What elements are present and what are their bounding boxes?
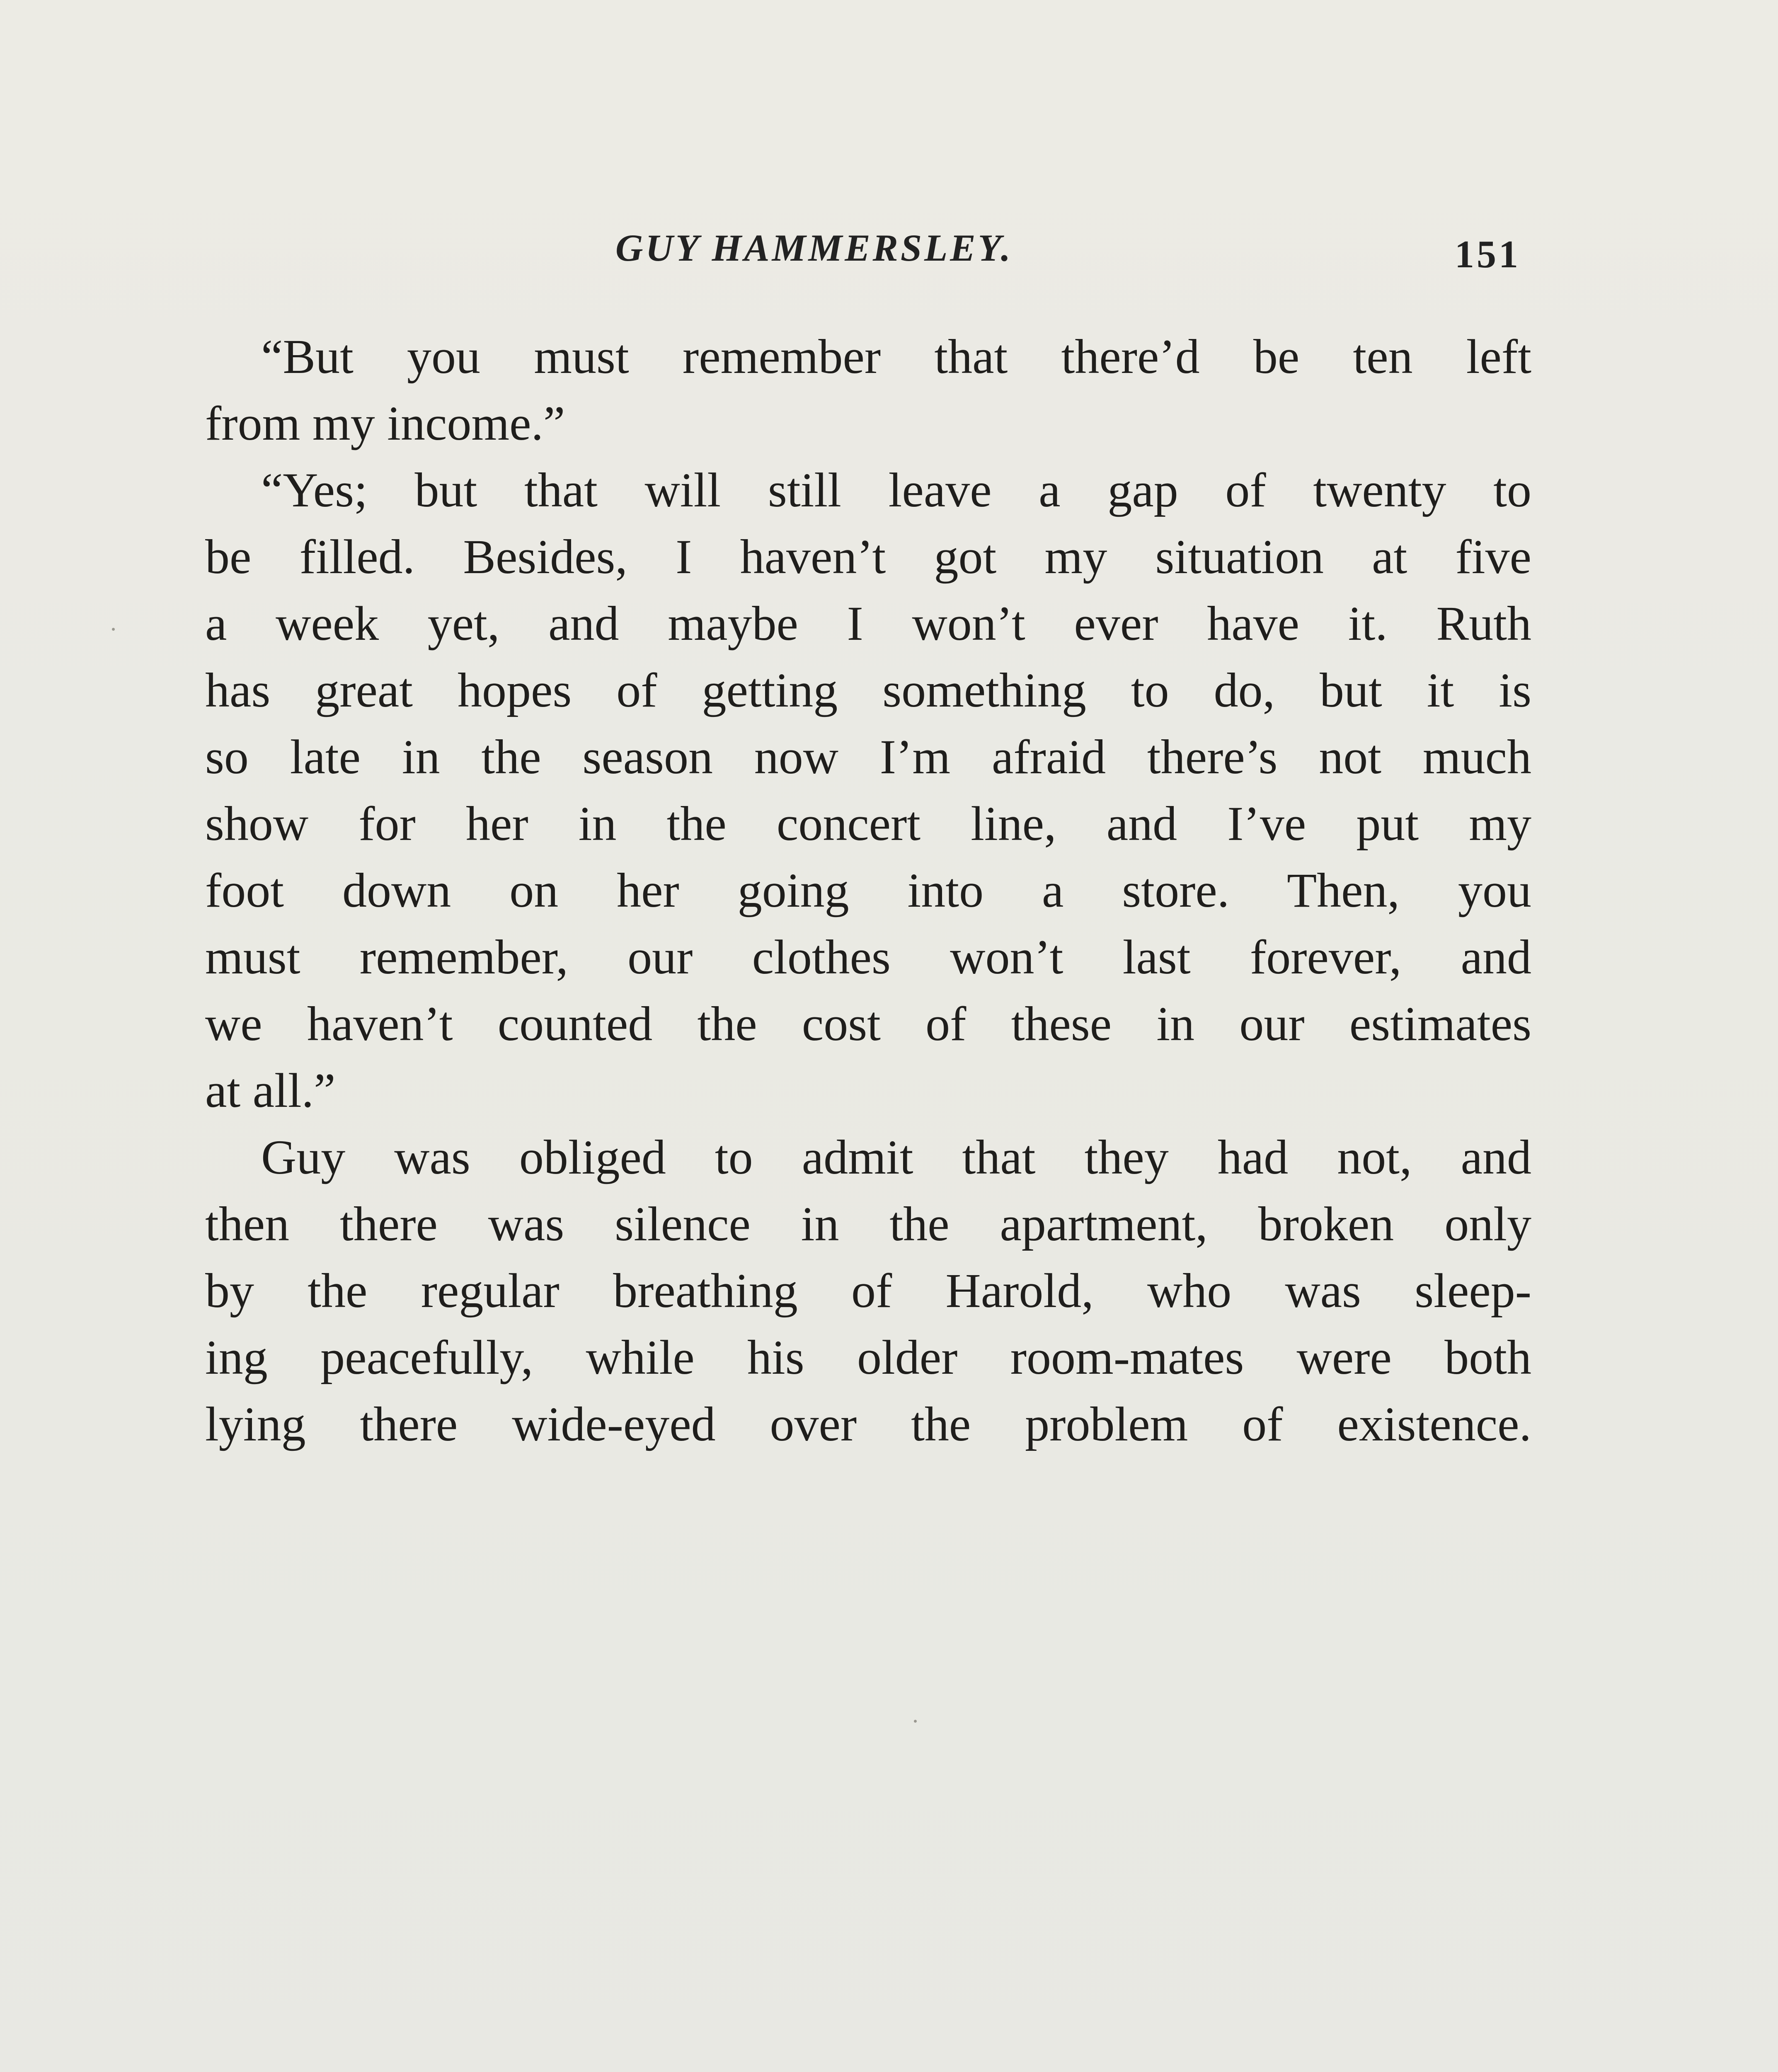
text-line: from my income.”: [205, 396, 565, 450]
text-line: Guy was obliged to admit that they had not, and: [261, 1130, 1531, 1184]
paper-speck: [112, 628, 115, 631]
text-line: we haven’t counted the cost of these in our estimates: [205, 997, 1531, 1051]
text-line: “Yes; but that will still leave a gap of twenty to: [261, 463, 1531, 517]
text-line: lying there wide-eyed over the problem of existence.: [205, 1397, 1531, 1451]
text-line: at all.”: [205, 1063, 336, 1118]
text-line: then there was silence in the apartment, broken only: [205, 1197, 1531, 1251]
text-line: by the regular breathing of Harold, who was sleep-: [205, 1264, 1531, 1318]
text-line: has great hopes of getting something to do, but it is: [205, 663, 1531, 717]
text-line: show for her in the concert line, and I’ve put my: [205, 796, 1531, 851]
text-line: a week yet, and maybe I won’t ever have it. Ruth: [205, 596, 1531, 651]
paper-speck: [914, 1720, 917, 1723]
text-line: foot down on her going into a store. Then, you: [205, 863, 1531, 917]
text-line: ing peacefully, while his older room-mates were both: [205, 1330, 1531, 1385]
text-line: so late in the season now I’m afraid there’s not much: [205, 730, 1531, 784]
text-line: be filled. Besides, I haven’t got my situation at five: [205, 530, 1531, 584]
page-number: 151: [1455, 233, 1521, 276]
body-text: [205, 323, 1531, 1457]
text-line: must remember, our clothes won’t last forever, and: [205, 930, 1531, 984]
text-line: “But you must remember that there’d be ten left: [261, 329, 1531, 384]
running-title: GUY HAMMERSLEY.: [615, 227, 1013, 269]
